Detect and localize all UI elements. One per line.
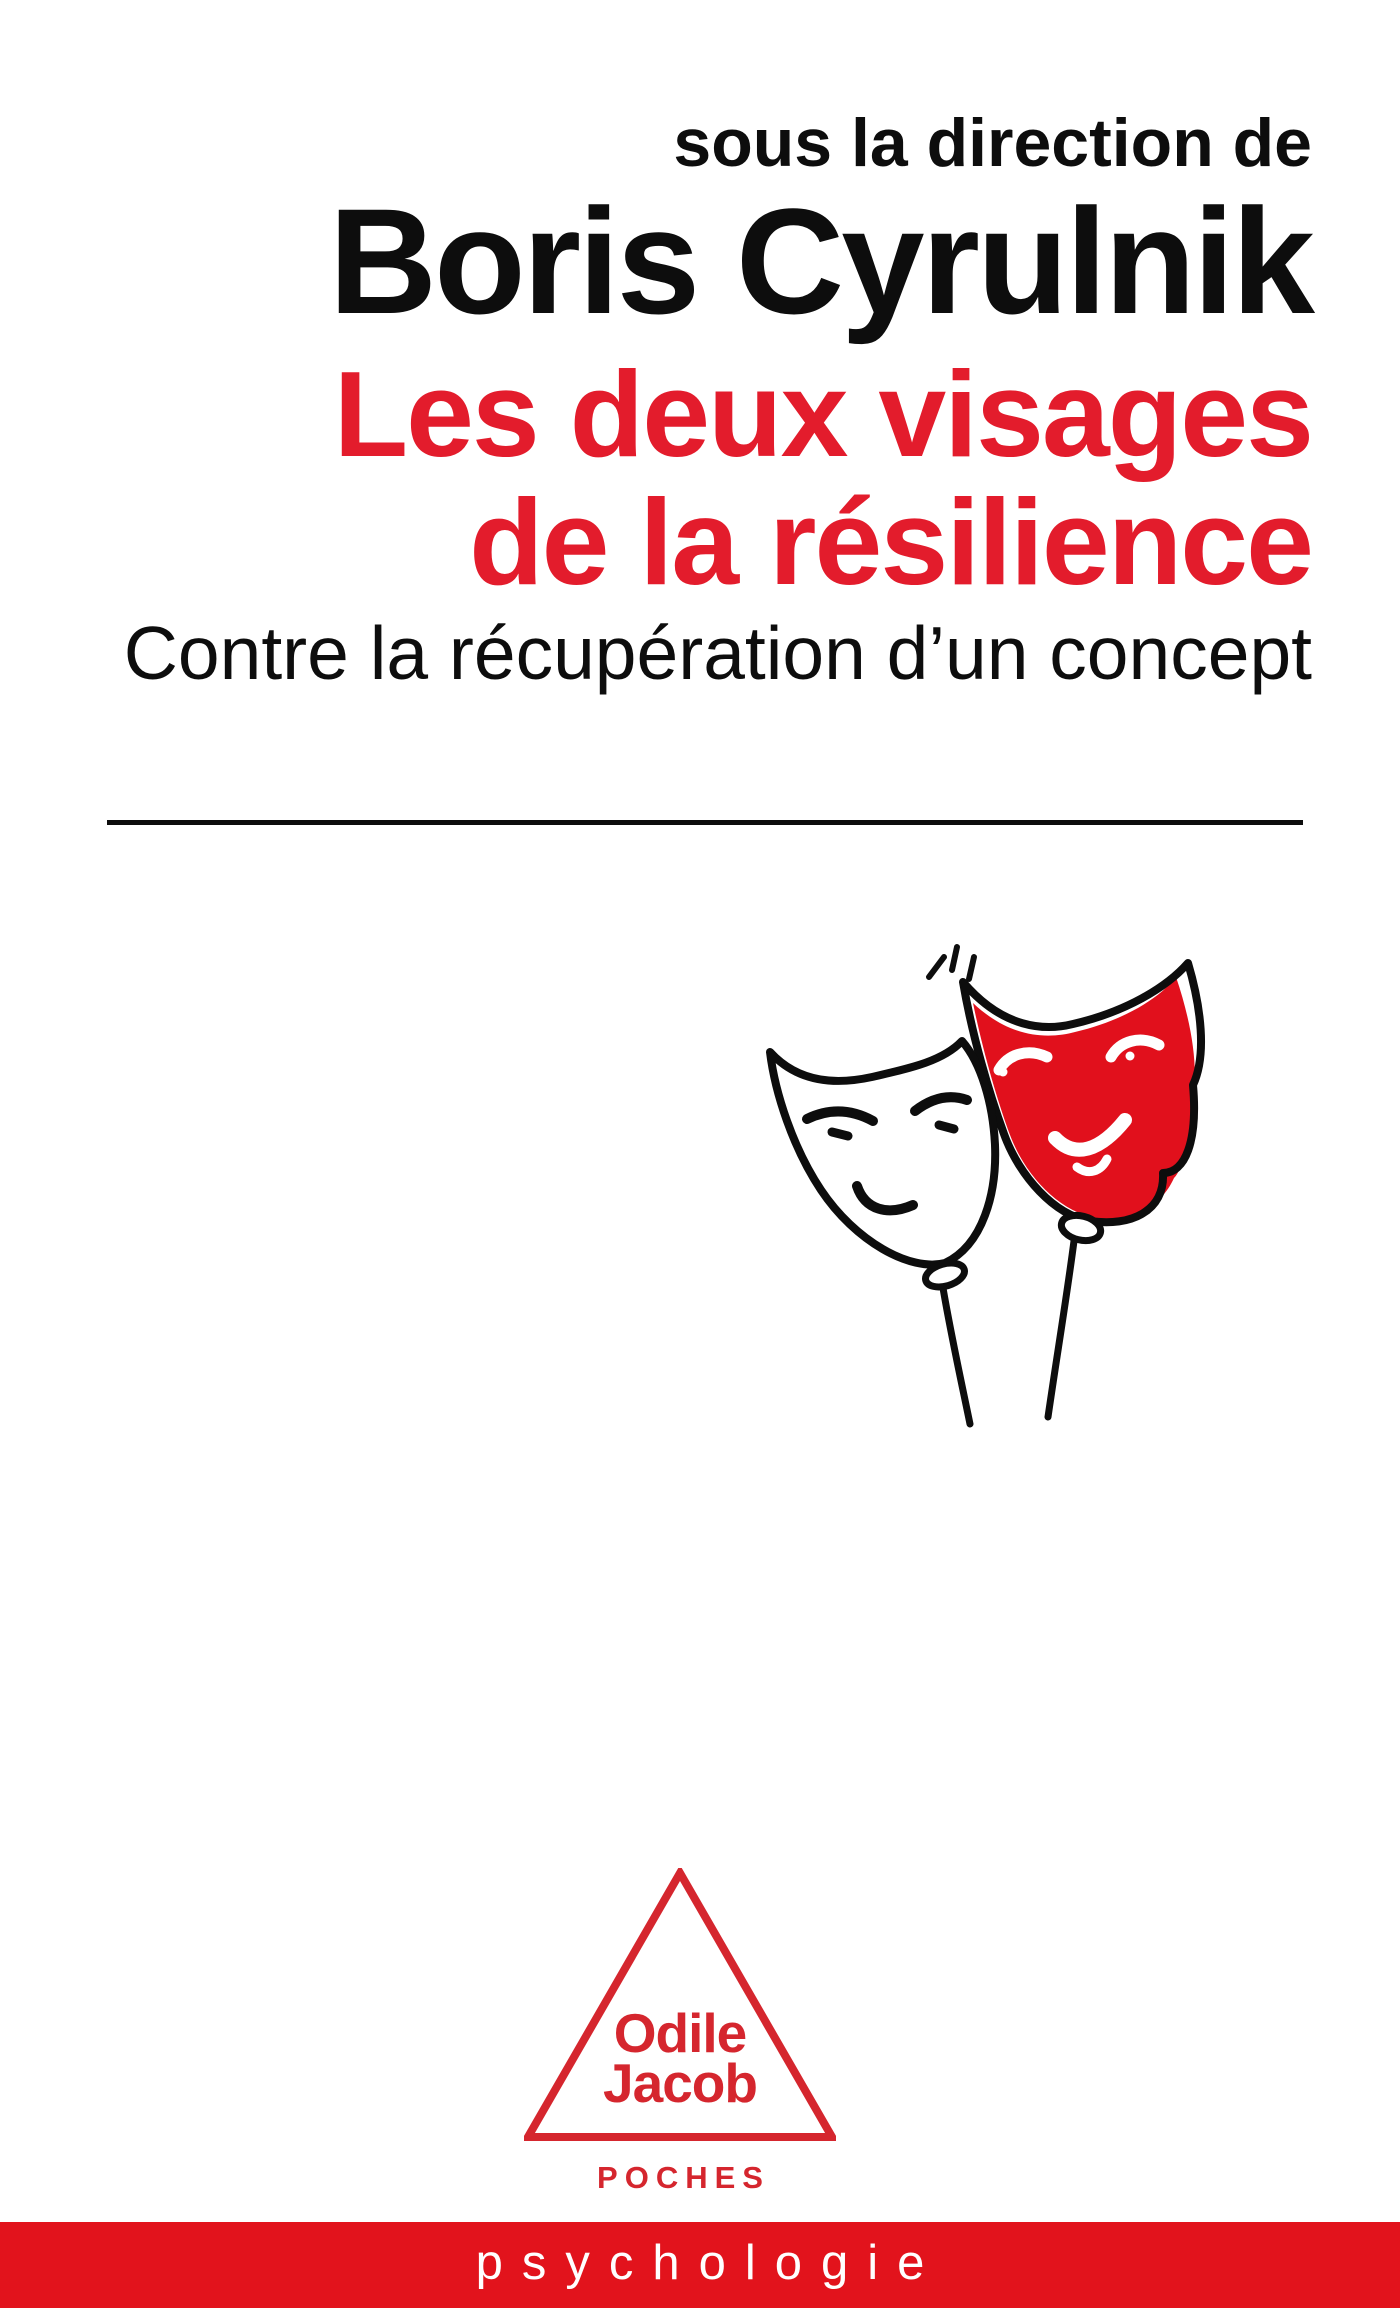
comedy-mask-icon [963,963,1201,1417]
publisher-name-line1: Odile [613,2002,747,2064]
surprise-marks-icon [929,947,974,979]
book-title-line2: de la résilience [469,473,1312,610]
author-name: Boris Cyrulnik [328,176,1312,345]
title-block [90,106,1312,696]
collection-label: POCHES [597,2160,770,2195]
tragedy-mask-icon [770,1041,995,1424]
category-label: psychologie [475,2235,944,2290]
divider-line [107,820,1303,825]
publisher-name [524,2002,836,2114]
publisher-name-line2: Jacob [603,2052,757,2114]
category-bar [0,2222,1400,2308]
book-title-line1: Les deux visages [333,345,1312,482]
direction-line: sous la direction de [673,105,1312,181]
book-subtitle: Contre la récupération d’un concept [123,610,1312,695]
comedy-tragedy-masks-illustration [745,935,1245,1435]
